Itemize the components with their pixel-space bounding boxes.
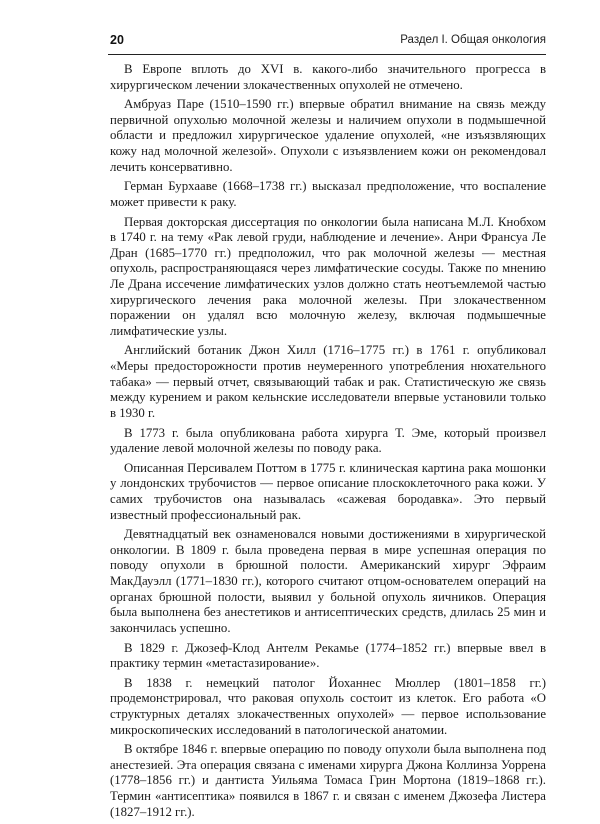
paragraph: Герман Бурхааве (1668–1738 гг.) высказал предположение, что воспаление может привести к раку. <box>110 179 546 209</box>
paragraph: В 1838 г. немецкий патолог Йоханнес Мюллер (1801–1858 гг.) продемонстрировал, что раковая опухоль состоит из клеток. Его работа «О структурных деталях злокачественных опухолей» — первое использование микроскопических исследований в патологической анатомии. <box>110 675 546 737</box>
body-text <box>110 62 546 824</box>
paragraph: В октябре 1846 г. впервые операцию по поводу опухоли была выполнена под анестезией. Эта операция связана с именами хирурга Джона Коллинза Уоррена (1778–1856 гг.) и дантиста Уильяма Томаса Грин Мортона (1819–1868 гг.). Термин «антисептика» появился в 1867 г. и связан с именем Джозефа Листера (1827–1912 гг.). <box>110 742 546 819</box>
paragraph: В 1773 г. была опубликована работа хирурга Т. Эме, который произвел удаление левой молочной железы по поводу рака. <box>110 425 546 456</box>
paragraph: В 1829 г. Джозеф-Клод Антелм Рекамье (1774–1852 гг.) впервые ввел в практику термин «метастазирование». <box>110 640 546 671</box>
paragraph: Девятнадцатый век ознаменовался новыми достижениями в хирургической онкологии. В 1809 г. была проведена первая в мире успешная операция по поводу опухоли в брюшной полости. Американский хирург Эфраим МакДауэлл (1771–1830 гг.), которого считают отцом-основателем операций на органах брюшной полости, выявил у больной опухоль яичников. Операция была выполнена без анестетиков и антисептических средств, длилась 25 мин и закончилась успешно. <box>110 527 546 635</box>
paragraph: Амбруаз Паре (1510–1590 гг.) впервые обратил внимание на связь между первичной опухолью молочной железы и наличием опухоли в подмышечной области и предложил хирургическое удаление опухолей, «не изъязвляющих кожу над молочной железой». Опухоли с изъязвлением кожи он рекомендовал лечить консервативно. <box>110 97 546 174</box>
paragraph: В Европе вплоть до XVI в. какого-либо значительного прогресса в хирургическом лечении злокачественных опухолей не отмечено. <box>110 62 546 92</box>
page-number: 20 <box>110 33 124 47</box>
paragraph: Описанная Персивалем Поттом в 1775 г. клиническая картина рака мошонки у лондонских трубочистов — первое описание плоскоклеточного рака кожи. У самих трубочистов она называлась «сажевая бородавка». Это первый известный профессиональный рак. <box>110 460 546 522</box>
section-title: Раздел I. Общая онкология <box>400 34 546 46</box>
paragraph: Первая докторская диссертация по онкологии была написана М.Л. Кнобхом в 1740 г. на тему «Рак левой груди, наблюдение и лечение». Анри Франсуа Ле Дран (1685–1770 гг.) предположил, что рак молочной железы — местная опухоль, распространяющаяся через лимфатические сосуды. Также по мнению Ле Драна иссечение лимфатических узлов должно стать неотъемлемой частью хирургического лечения рака молочной железы. При злокачественном поражении он удалял всю молочную железу, включая подмышечные лимфатические узлы. <box>110 214 546 338</box>
paragraph: Английский ботаник Джон Хилл (1716–1775 гг.) в 1761 г. опубликовал «Меры предосторожности против неумеренного употребления нюхательного табака» — первый отчет, связывающий табак и рак. Статистическую же связь между курением и раком кельнские исследователи впервые установили только в 1930 г. <box>110 343 546 420</box>
running-header <box>108 30 546 55</box>
